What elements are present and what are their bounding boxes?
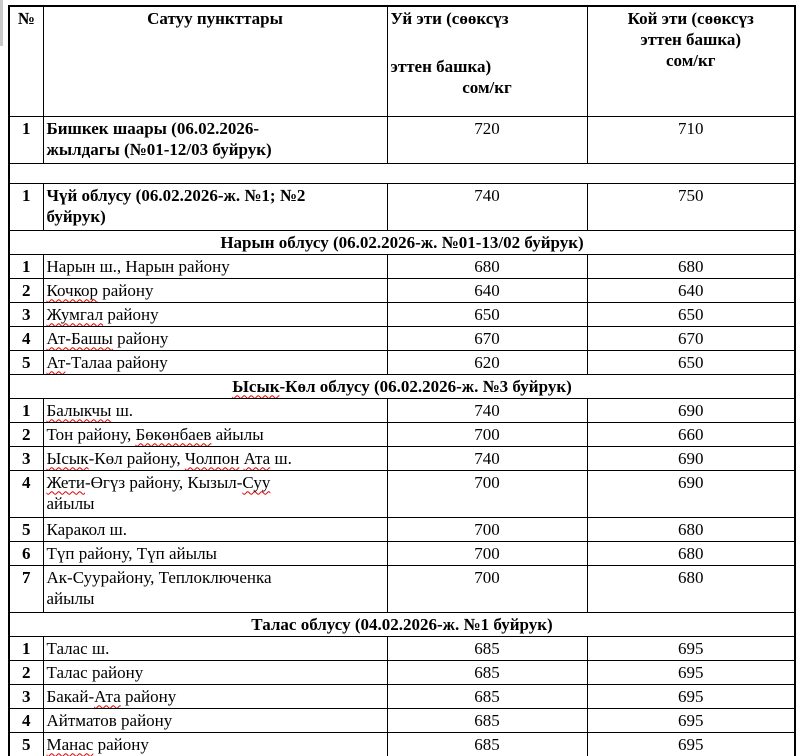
mutton-price-cell: 695 <box>587 732 795 756</box>
spellcheck-marked-text: Жумгал <box>46 304 104 324</box>
table-row <box>9 398 795 422</box>
beef-price-cell: 685 <box>387 636 587 660</box>
text-segment: айылы <box>211 424 264 444</box>
text-segment: району <box>120 686 177 706</box>
text-segment: буйрук) <box>46 206 106 226</box>
mutton-header-line-3: сом/кг <box>665 51 716 70</box>
spellcheck-marked-text: Бөкөнбаев <box>135 424 212 444</box>
text-segment: Бакай- <box>46 686 95 706</box>
section-header-cell <box>9 230 795 254</box>
beef-price-cell: 640 <box>387 278 587 302</box>
beef-price-cell: 685 <box>387 660 587 684</box>
row-number-cell: 4 <box>9 708 43 732</box>
sales-point-cell <box>43 708 387 732</box>
beef-price-cell: 740 <box>387 398 587 422</box>
sales-point-cell <box>43 470 387 517</box>
beef-price-cell: 720 <box>387 116 587 163</box>
table-row <box>9 732 795 756</box>
row-number-cell: 4 <box>9 470 43 517</box>
spellcheck-marked-text: Ат <box>46 352 66 372</box>
text-segment: Ак-Суурайону, Теплоключенка <box>46 567 272 587</box>
row-number-cell: 7 <box>9 565 43 612</box>
text-segment: айылы <box>46 588 95 608</box>
section-header-cell <box>9 612 795 636</box>
table-row <box>9 636 795 660</box>
beef-price-cell: 700 <box>387 541 587 565</box>
page-edge-artifact <box>0 0 3 46</box>
row-number-cell: 2 <box>9 660 43 684</box>
table-row <box>9 278 795 302</box>
sales-point-cell <box>43 732 387 756</box>
beef-price-cell: 700 <box>387 517 587 541</box>
table-row <box>9 116 795 163</box>
beef-price-cell: 620 <box>387 350 587 374</box>
row-number-cell: 1 <box>9 116 43 163</box>
text-segment: Айтматов району <box>46 710 173 730</box>
sales-point-cell <box>43 398 387 422</box>
text-segment: району <box>112 328 169 348</box>
text-segment: Чүй облусу (06.02.2026-ж. №1; №2 <box>46 185 306 205</box>
spellcheck-marked-text: Кочкор <box>46 280 98 300</box>
column-header-beef-price <box>387 6 587 116</box>
spellcheck-marked-text: Балыкчы <box>46 400 112 420</box>
mutton-price-cell: 640 <box>587 278 795 302</box>
text-segment: Талас облусу (04.02.2026-ж. №1 буйрук) <box>251 614 553 634</box>
sales-point-cell <box>43 565 387 612</box>
text-segment: айылы <box>46 493 95 513</box>
sales-point-cell <box>43 517 387 541</box>
text-segment: Нарын облусу (06.02.2026-ж. №01-13/02 буйрук) <box>220 232 584 252</box>
table-row <box>9 254 795 278</box>
table-row <box>9 183 795 230</box>
mutton-price-cell: 750 <box>587 183 795 230</box>
price-table <box>8 5 796 756</box>
sales-point-cell <box>43 446 387 470</box>
beef-header-line-2: эттен башка) <box>390 57 492 76</box>
text-segment: району <box>93 734 149 754</box>
row-number-cell: 1 <box>9 254 43 278</box>
section-header-cell <box>9 374 795 398</box>
section-header-row <box>9 612 795 636</box>
beef-price-cell: 685 <box>387 708 587 732</box>
row-number-cell: 1 <box>9 636 43 660</box>
text-segment: району <box>98 280 154 300</box>
mutton-price-cell: 690 <box>587 398 795 422</box>
sales-point-cell <box>43 636 387 660</box>
beef-price-cell: 685 <box>387 732 587 756</box>
row-number-cell: 2 <box>9 422 43 446</box>
text-segment: -Өгүз району, Кызыл- <box>84 472 243 492</box>
text-segment: Талас ш. <box>46 638 110 658</box>
mutton-price-cell: 680 <box>587 517 795 541</box>
row-number-cell: 2 <box>9 278 43 302</box>
spellcheck-marked-text: Ысык <box>232 376 280 396</box>
spellcheck-marked-text: Ысык <box>46 448 89 468</box>
beef-price-cell: 740 <box>387 183 587 230</box>
spacer-row <box>9 163 795 183</box>
mutton-price-cell: 650 <box>587 350 795 374</box>
beef-header-line-1: Уй эти (сөөксүз <box>390 9 509 28</box>
text-segment: району <box>103 304 159 324</box>
section-header-row <box>9 374 795 398</box>
beef-price-cell: 700 <box>387 470 587 517</box>
row-number-cell: 4 <box>9 326 43 350</box>
row-number-cell: 1 <box>9 183 43 230</box>
mutton-header-line-2: эттен башка) <box>640 30 742 49</box>
mutton-price-cell: 695 <box>587 660 795 684</box>
beef-price-cell: 680 <box>387 254 587 278</box>
sales-point-cell <box>43 302 387 326</box>
spellcheck-marked-text: Чолпон <box>184 448 240 468</box>
text-segment: -Көл облусу (06.02.2026-ж. №3 буйрук) <box>279 376 572 396</box>
text-segment: Каракол ш. <box>46 519 127 539</box>
beef-price-cell: 700 <box>387 565 587 612</box>
table-row <box>9 302 795 326</box>
mutton-header-line-1: Кой эти (сөөксүз <box>627 9 754 28</box>
row-number-cell: 6 <box>9 541 43 565</box>
beef-price-cell: 650 <box>387 302 587 326</box>
row-number-cell: 3 <box>9 684 43 708</box>
table-row <box>9 565 795 612</box>
sales-point-cell <box>43 684 387 708</box>
mutton-price-cell: 670 <box>587 326 795 350</box>
sales-point-cell <box>43 350 387 374</box>
table-row <box>9 541 795 565</box>
beef-price-cell: 685 <box>387 684 587 708</box>
row-number-cell: 5 <box>9 732 43 756</box>
mutton-price-cell: 660 <box>587 422 795 446</box>
text-segment: Бишкек шаары (06.02.2026- <box>46 118 259 138</box>
text-segment: ш. <box>111 400 134 420</box>
beef-header-line-3: сом/кг <box>462 78 512 97</box>
spellcheck-marked-text: Жети <box>46 472 85 492</box>
mutton-price-cell: 680 <box>587 565 795 612</box>
mutton-price-cell: 650 <box>587 302 795 326</box>
beef-price-cell: 740 <box>387 446 587 470</box>
row-number-cell: 3 <box>9 302 43 326</box>
mutton-price-cell: 680 <box>587 254 795 278</box>
table-row <box>9 684 795 708</box>
mutton-price-cell: 695 <box>587 636 795 660</box>
text-segment: жылдагы (№01-12/03 буйрук) <box>46 139 272 159</box>
spellcheck-marked-text: Суу <box>242 472 271 492</box>
mutton-price-cell: 710 <box>587 116 795 163</box>
sales-point-cell <box>43 422 387 446</box>
mutton-price-cell: 680 <box>587 541 795 565</box>
table-header-row <box>9 6 795 116</box>
column-header-sales-points: Сатуу пункттары <box>43 6 387 116</box>
text-segment: -Талаа району <box>65 352 168 372</box>
table-row <box>9 470 795 517</box>
sales-point-cell <box>43 541 387 565</box>
spellcheck-marked-text: Ата <box>243 448 271 468</box>
table-row <box>9 326 795 350</box>
text-segment: -Көл району, <box>88 448 185 468</box>
column-header-mutton-price <box>587 6 795 116</box>
sales-point-cell <box>43 326 387 350</box>
spellcheck-marked-text: Ата <box>94 686 121 706</box>
spacer-cell <box>9 163 795 183</box>
text-segment: Тон району, <box>46 424 136 444</box>
text-segment: Түп району, Түп айылы <box>46 543 217 563</box>
sales-point-cell <box>43 254 387 278</box>
sales-point-cell <box>43 183 387 230</box>
beef-price-cell: 700 <box>387 422 587 446</box>
mutton-price-cell: 690 <box>587 470 795 517</box>
row-number-cell: 5 <box>9 517 43 541</box>
sales-point-cell <box>43 278 387 302</box>
table-row <box>9 446 795 470</box>
mutton-price-cell: 695 <box>587 684 795 708</box>
beef-price-cell: 670 <box>387 326 587 350</box>
table-row <box>9 350 795 374</box>
sales-point-cell <box>43 660 387 684</box>
row-number-cell: 1 <box>9 398 43 422</box>
spellcheck-marked-text: Манас <box>46 734 94 754</box>
table-row <box>9 660 795 684</box>
column-header-number: № <box>9 6 43 116</box>
mutton-price-cell: 695 <box>587 708 795 732</box>
table-row <box>9 708 795 732</box>
table-row <box>9 517 795 541</box>
text-segment: Талас району <box>46 662 144 682</box>
row-number-cell: 5 <box>9 350 43 374</box>
row-number-cell: 3 <box>9 446 43 470</box>
mutton-price-cell: 690 <box>587 446 795 470</box>
text-segment: Нарын ш., Нарын району <box>46 256 230 276</box>
spellcheck-marked-text: Ат-Башы <box>46 328 113 348</box>
section-header-row <box>9 230 795 254</box>
sales-point-cell <box>43 116 387 163</box>
text-segment: ш. <box>270 448 292 468</box>
table-row <box>9 422 795 446</box>
